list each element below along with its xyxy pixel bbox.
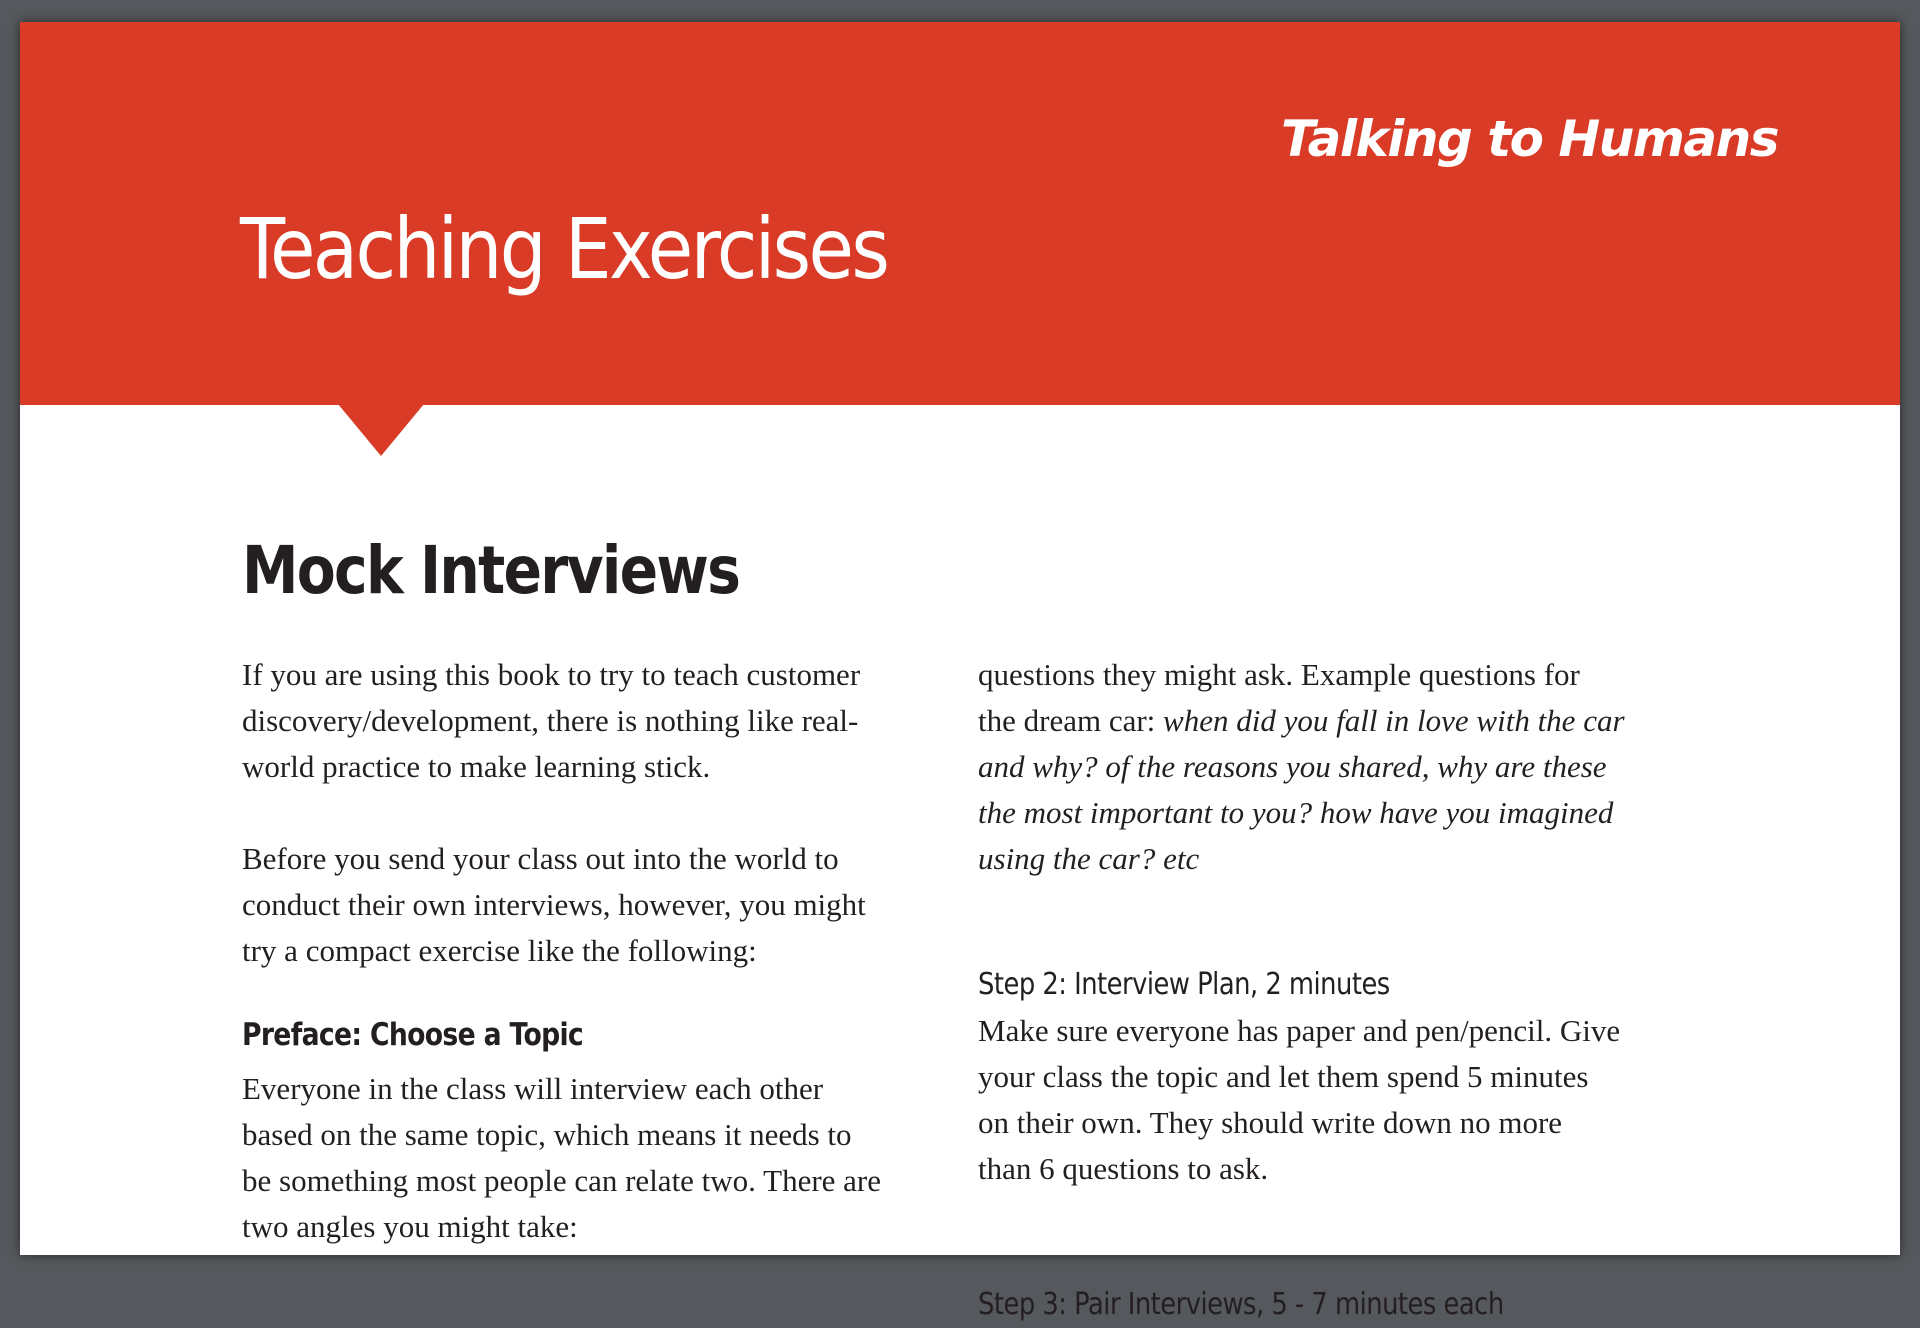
example-question-text: the most important to you? how have you imagined: [978, 795, 1614, 830]
text-line: discovery/development, there is nothing like real-: [242, 703, 859, 738]
text-line: questions they might ask. Example questions for: [978, 657, 1580, 692]
intro-paragraph: [242, 652, 972, 790]
text-line: on their own. They should write down no more: [978, 1105, 1563, 1140]
text-line: conduct their own interviews, however, you might: [242, 887, 866, 922]
paragraph-gap: [242, 790, 972, 836]
step2-paragraph: [978, 1008, 1708, 1192]
heading-gap: [242, 1058, 972, 1066]
preface-paragraph: [242, 1066, 972, 1250]
example-question-text: using the car? etc: [978, 841, 1200, 876]
text-line: be something most people can relate two. There are: [242, 1163, 881, 1198]
text-line: try a compact exercise like the following:: [242, 933, 757, 968]
document-page: [20, 22, 1900, 1322]
left-column: [242, 652, 972, 1250]
header-banner: [20, 22, 1900, 405]
banner-notch-pointer: [338, 404, 424, 456]
text-line: Everyone in the class will interview each other: [242, 1071, 824, 1106]
text-line: Make sure everyone has paper and pen/pencil. Give: [978, 1013, 1621, 1048]
text-line: your class the topic and let them spend 5 minutes: [978, 1059, 1589, 1094]
step2-heading: Step 2: Interview Plan, 2 minutes: [978, 967, 1390, 1002]
text-line: world practice to make learning stick.: [242, 749, 711, 784]
example-question-text: when did you fall in love with the car: [1163, 703, 1625, 738]
paragraph-gap: [978, 1192, 1708, 1282]
section-title: Mock Interviews: [242, 532, 740, 609]
text-line: two angles you might take:: [242, 1209, 578, 1244]
text-line: [978, 698, 1708, 744]
example-question-text: and why? of the reasons you shared, why are these: [978, 749, 1607, 784]
book-title: Talking to Humans: [1280, 110, 1778, 168]
example-prefix: the dream car:: [978, 703, 1164, 738]
text-line: Before you send your class out into the world to: [242, 841, 839, 876]
paragraph-gap: [242, 974, 972, 1012]
preface-heading: Preface: Choose a Topic: [242, 1017, 584, 1053]
before-paragraph: [242, 836, 972, 974]
chapter-title: Teaching Exercises: [240, 200, 888, 298]
text-line: If you are using this book to try to teach customer: [242, 657, 861, 692]
right-column: [978, 652, 1708, 1328]
example-questions-paragraph: [978, 652, 1708, 882]
step3-heading: Step 3: Pair Interviews, 5 - 7 minutes each: [978, 1287, 1504, 1322]
text-line: than 6 questions to ask.: [978, 1151, 1269, 1186]
text-line: based on the same topic, which means it needs to: [242, 1117, 852, 1152]
paragraph-gap: [978, 882, 1708, 962]
